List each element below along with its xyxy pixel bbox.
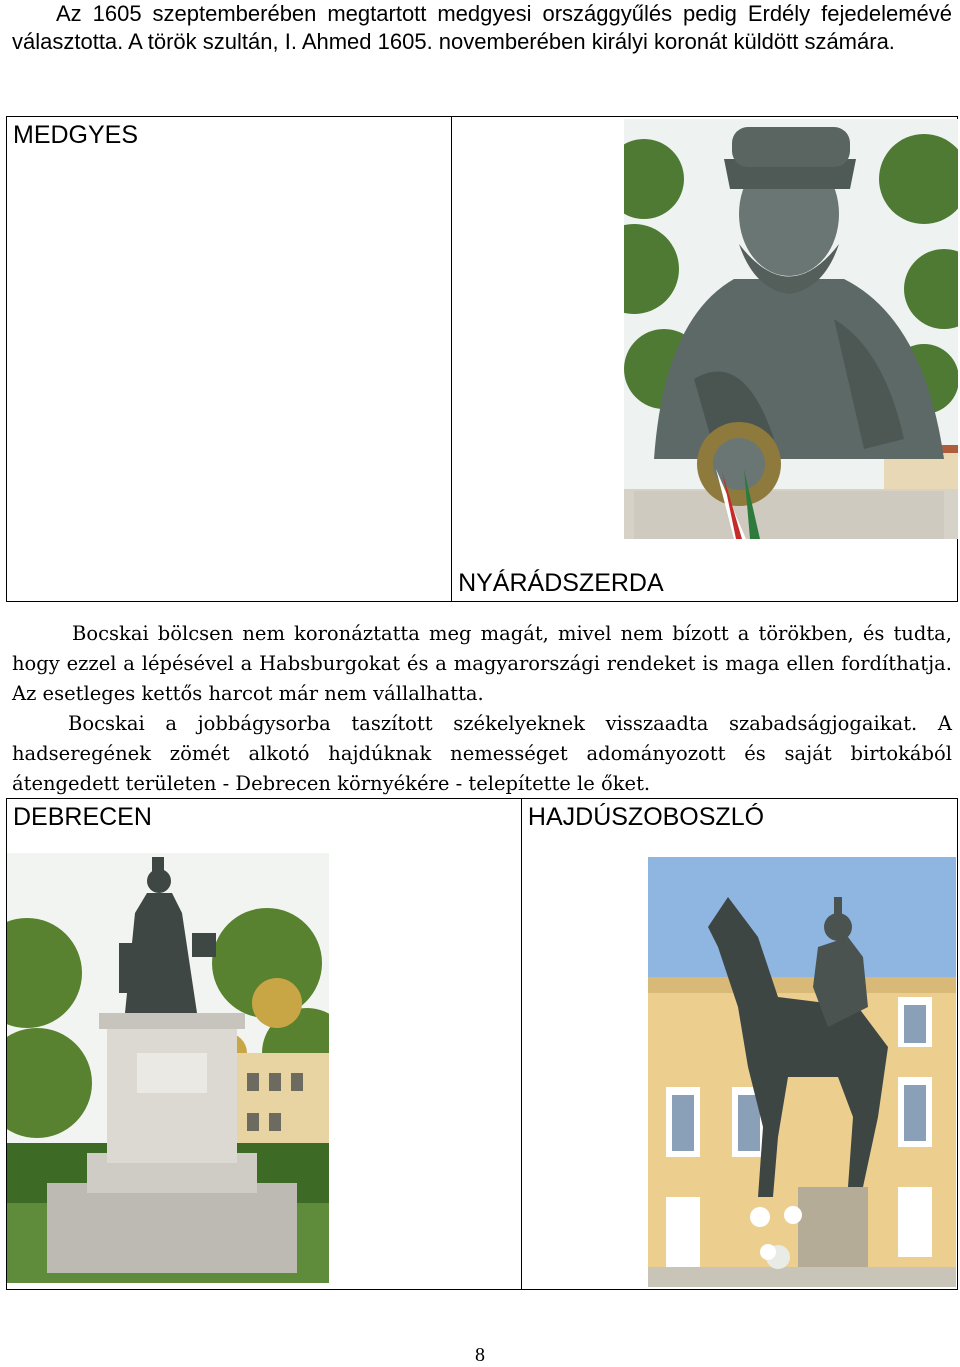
- label-debrecen: DEBRECEN: [13, 803, 152, 831]
- photo-table-bottom: [6, 798, 958, 1290]
- cell-hajduszoboszlo: [521, 799, 957, 1290]
- cell-debrecen: [7, 799, 522, 1290]
- intro-paragraph: Az 1605 szeptemberében megtartott medgyesi országgyűlés pedig Erdély fejedelemévé választotta. A török szultán, I. Ahmed 1605. novemberében királyi koronát küldött számára.: [12, 1, 952, 54]
- label-medgyes: MEDGYES: [13, 121, 139, 149]
- cell-medgyes: [7, 117, 452, 602]
- standing-statue-photo: [7, 853, 329, 1283]
- label-hajduszoboszlo: HAJDÚSZOBOSZLÓ: [527, 803, 765, 831]
- body-paragraphs: [12, 619, 952, 799]
- paragraph-2: Bocskai a jobbágysorba taszított székelyeknek visszaadta szabadságjogaikat. A hadseregének zömét alkotó hajdúknak nemességet adományozott és saját birtokából átengedett területen - Debrecen környékére - telepítette le őket.: [12, 712, 952, 795]
- label-nyaradszerda: NYÁRÁDSZERDA: [458, 569, 664, 597]
- photo-table-top: [6, 116, 958, 602]
- bust-statue-photo: [624, 119, 958, 539]
- equestrian-statue-photo: [648, 857, 956, 1287]
- cell-nyaradszerda: [452, 117, 958, 602]
- paragraph-1: Bocskai bölcsen nem koronáztatta meg magát, mivel nem bízott a törökben, és tudta, hogy ezzel a lépésével a Habsburgokat és a magyarországi rendeket is maga ellen fordíthatja. Az esetleges kettős harcot már nem vállalhatta.: [12, 622, 952, 705]
- page-number: 8: [475, 1344, 485, 1366]
